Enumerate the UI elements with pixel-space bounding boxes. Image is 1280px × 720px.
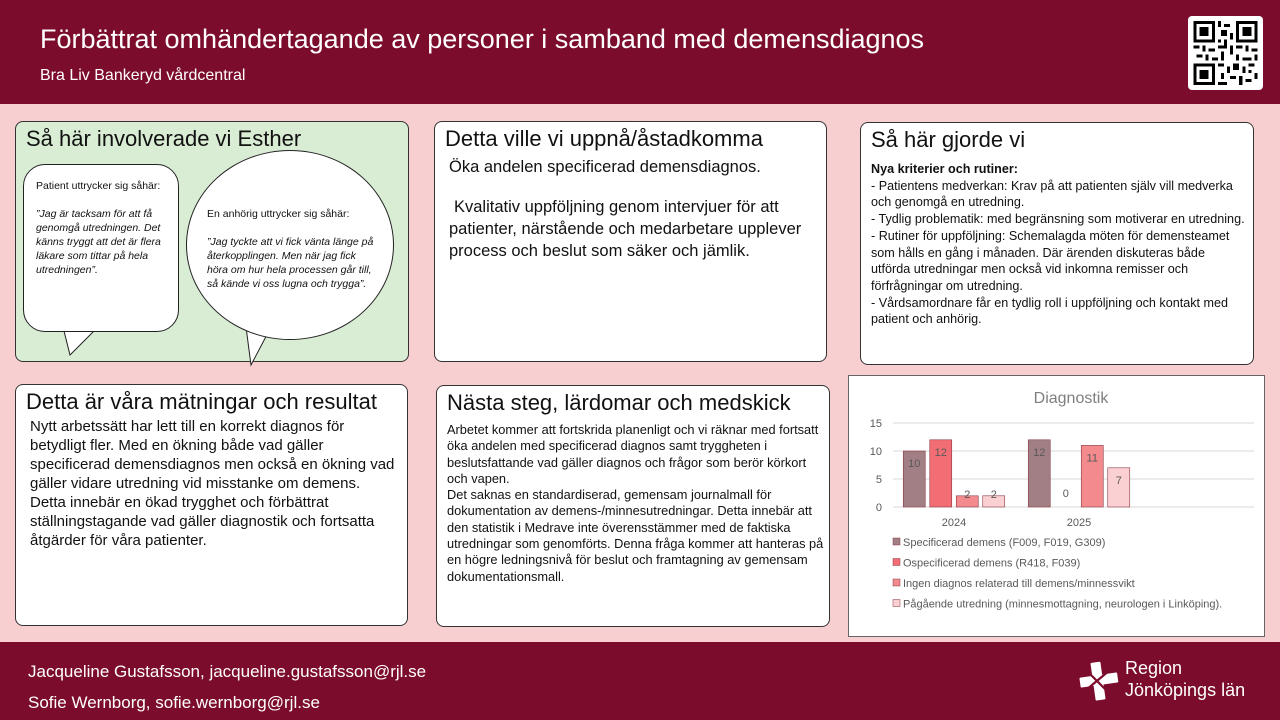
- next-steps-section: [436, 385, 830, 627]
- bar-data-label: 12: [1033, 446, 1046, 459]
- bar-data-label: 7: [1115, 474, 1122, 487]
- logo-text-line1: Region: [1125, 658, 1183, 678]
- how-section: [860, 122, 1254, 365]
- contact-sofie[interactable]: Sofie Wernborg, sofie.wernborg@rjl.se: [28, 693, 320, 712]
- goal-heading: Detta ville vi uppnå/åstadkomma: [445, 126, 763, 151]
- diagnostik-chart: [848, 375, 1265, 637]
- legend-label: Ospecificerad demens (R418, F039): [903, 557, 1081, 570]
- how-heading: Så här gjorde vi: [871, 127, 1026, 152]
- chart-svg: [849, 376, 1265, 637]
- measurements-heading: Detta är våra mätningar och resultat: [26, 389, 377, 414]
- page-subtitle: Bra Liv Bankeryd vårdcentral: [40, 67, 246, 84]
- bar: [1108, 468, 1130, 507]
- bar-data-label: 0: [1062, 488, 1069, 500]
- footer: [0, 642, 1280, 720]
- logo-text-line2: Jönköpings län: [1125, 680, 1246, 700]
- page-title: Förbättrat omhändertagande av personer i samband med demensdiagnos: [40, 24, 925, 54]
- region-cross-icon: [1078, 660, 1120, 702]
- patient-quote: ”Jag är tacksam för att få genomgå utredningen. Det känns tryggt att det är flera läkare som tittar på hela utredningen”.: [36, 208, 161, 276]
- next-steps-heading: Nästa steg, lärdomar och medskick: [447, 390, 791, 415]
- relative-speech-bubble: [186, 150, 394, 340]
- relative-quote: ”Jag tyckte att vi fick vänta länge på återkopplingen. Men när jag fick höra om hur hela processen går till, så kände vi oss lugna och trygga”.: [207, 236, 374, 290]
- y-tick-label: 0: [875, 502, 882, 514]
- how-item: - Rutiner för uppföljning: Schemalagda möten för demensteamet som hålls en gång i månaden. Där ärenden diskuteras både utförda utredningar men också vid inkomna remisser och förfrågningar om utredning.: [871, 228, 1230, 293]
- goal-text-2: Kvalitativ uppföljning genom intervjuer för att patienter, närstående och medarbetare upplever process och beslut som säker och jämlik.: [449, 198, 802, 260]
- bar-data-label: 2: [964, 489, 971, 501]
- contact-jacqueline[interactable]: Jacqueline Gustafsson, jacqueline.gustafsson@rjl.se: [28, 662, 427, 681]
- header: [0, 0, 1280, 104]
- x-tick-label: 2025: [1066, 517, 1092, 529]
- y-tick-label: 10: [869, 446, 882, 458]
- legend-label: Pågående utredning (minnesmottagning, neurologen i Linköping).: [903, 598, 1223, 611]
- region-logo: [1078, 656, 1268, 706]
- relative-lead: En anhörig uttrycker sig såhär:: [207, 208, 350, 220]
- y-tick-label: 5: [875, 474, 882, 486]
- y-tick-label: 15: [869, 418, 882, 430]
- x-tick-label: 2024: [941, 517, 967, 529]
- esther-section: [15, 121, 409, 362]
- legend-swatch: [893, 559, 900, 566]
- measurements-text: Nytt arbetssätt har lett till en korrekt diagnos för betydligt fler. Med en ökning både vad gäller specificerad demensdiagnos men också en ökning vad gäller vidare utredning vid misstanke om demens. Detta innebär en ökad trygghet och förbättrat ställningstagande vad gäller diagnostik och fortsatta åtgärder för våra patienter.: [30, 418, 395, 549]
- bar-data-label: 10: [908, 458, 921, 470]
- patient-lead: Patient uttrycker sig såhär:: [36, 180, 161, 192]
- legend-swatch: [893, 579, 900, 586]
- how-text: [871, 161, 1247, 328]
- next-steps-text: [447, 422, 825, 585]
- legend-label: Ingen diagnos relaterad till demens/minnessvikt: [903, 578, 1135, 590]
- next-steps-paragraph: Arbetet kommer att fortskrida planenligt och vi räknar med fortsatt öka andelen med specificerad diagnos samt tryggheten i beslutsfattande vad gäller diagnos och frågor som berör körkort och vapen.: [447, 422, 819, 486]
- bar-data-label: 12: [934, 446, 947, 459]
- measurements-section: [15, 384, 408, 626]
- goal-section: [434, 121, 827, 362]
- qr-code-icon[interactable]: [1188, 16, 1263, 90]
- patient-speech-bubble: [23, 164, 179, 332]
- legend-swatch: [893, 538, 900, 545]
- bar-data-label: 2: [990, 489, 997, 501]
- legend-swatch: [893, 600, 900, 607]
- chart-title: Diagnostik: [1033, 390, 1109, 407]
- how-item: - Tydlig problematik: med begränsning som motiverar en utredning.: [871, 212, 1245, 227]
- how-item: - Vårdsamordnare får en tydlig roll i uppföljning och kontakt med patient och anhörig.: [871, 295, 1229, 327]
- bar-data-label: 11: [1086, 452, 1098, 465]
- legend-label: Specificerad demens (F009, F019, G309): [903, 537, 1106, 549]
- goal-text-1: Öka andelen specificerad demensdiagnos.: [449, 158, 761, 176]
- esther-heading: Så här involverade vi Esther: [26, 126, 302, 151]
- next-steps-paragraph: Det saknas en standardiserad, gemensam journalmall för dokumentation av demens-/minnesutredningar. Detta innebär att den statistik i Medrave inte överensstämmer med de faktiska utredningar som genomförts. Denna fråga kommer att hanteras på en högre ledningsnivå för beslut och framtagning av gemensam dokumentationsmall.: [447, 487, 824, 584]
- how-item: - Patientens medverkan: Krav på att patienten själv vill medverka och genomgå en utredning.: [871, 178, 1233, 210]
- how-bold-line: Nya kriterier och rutiner:: [871, 162, 1018, 176]
